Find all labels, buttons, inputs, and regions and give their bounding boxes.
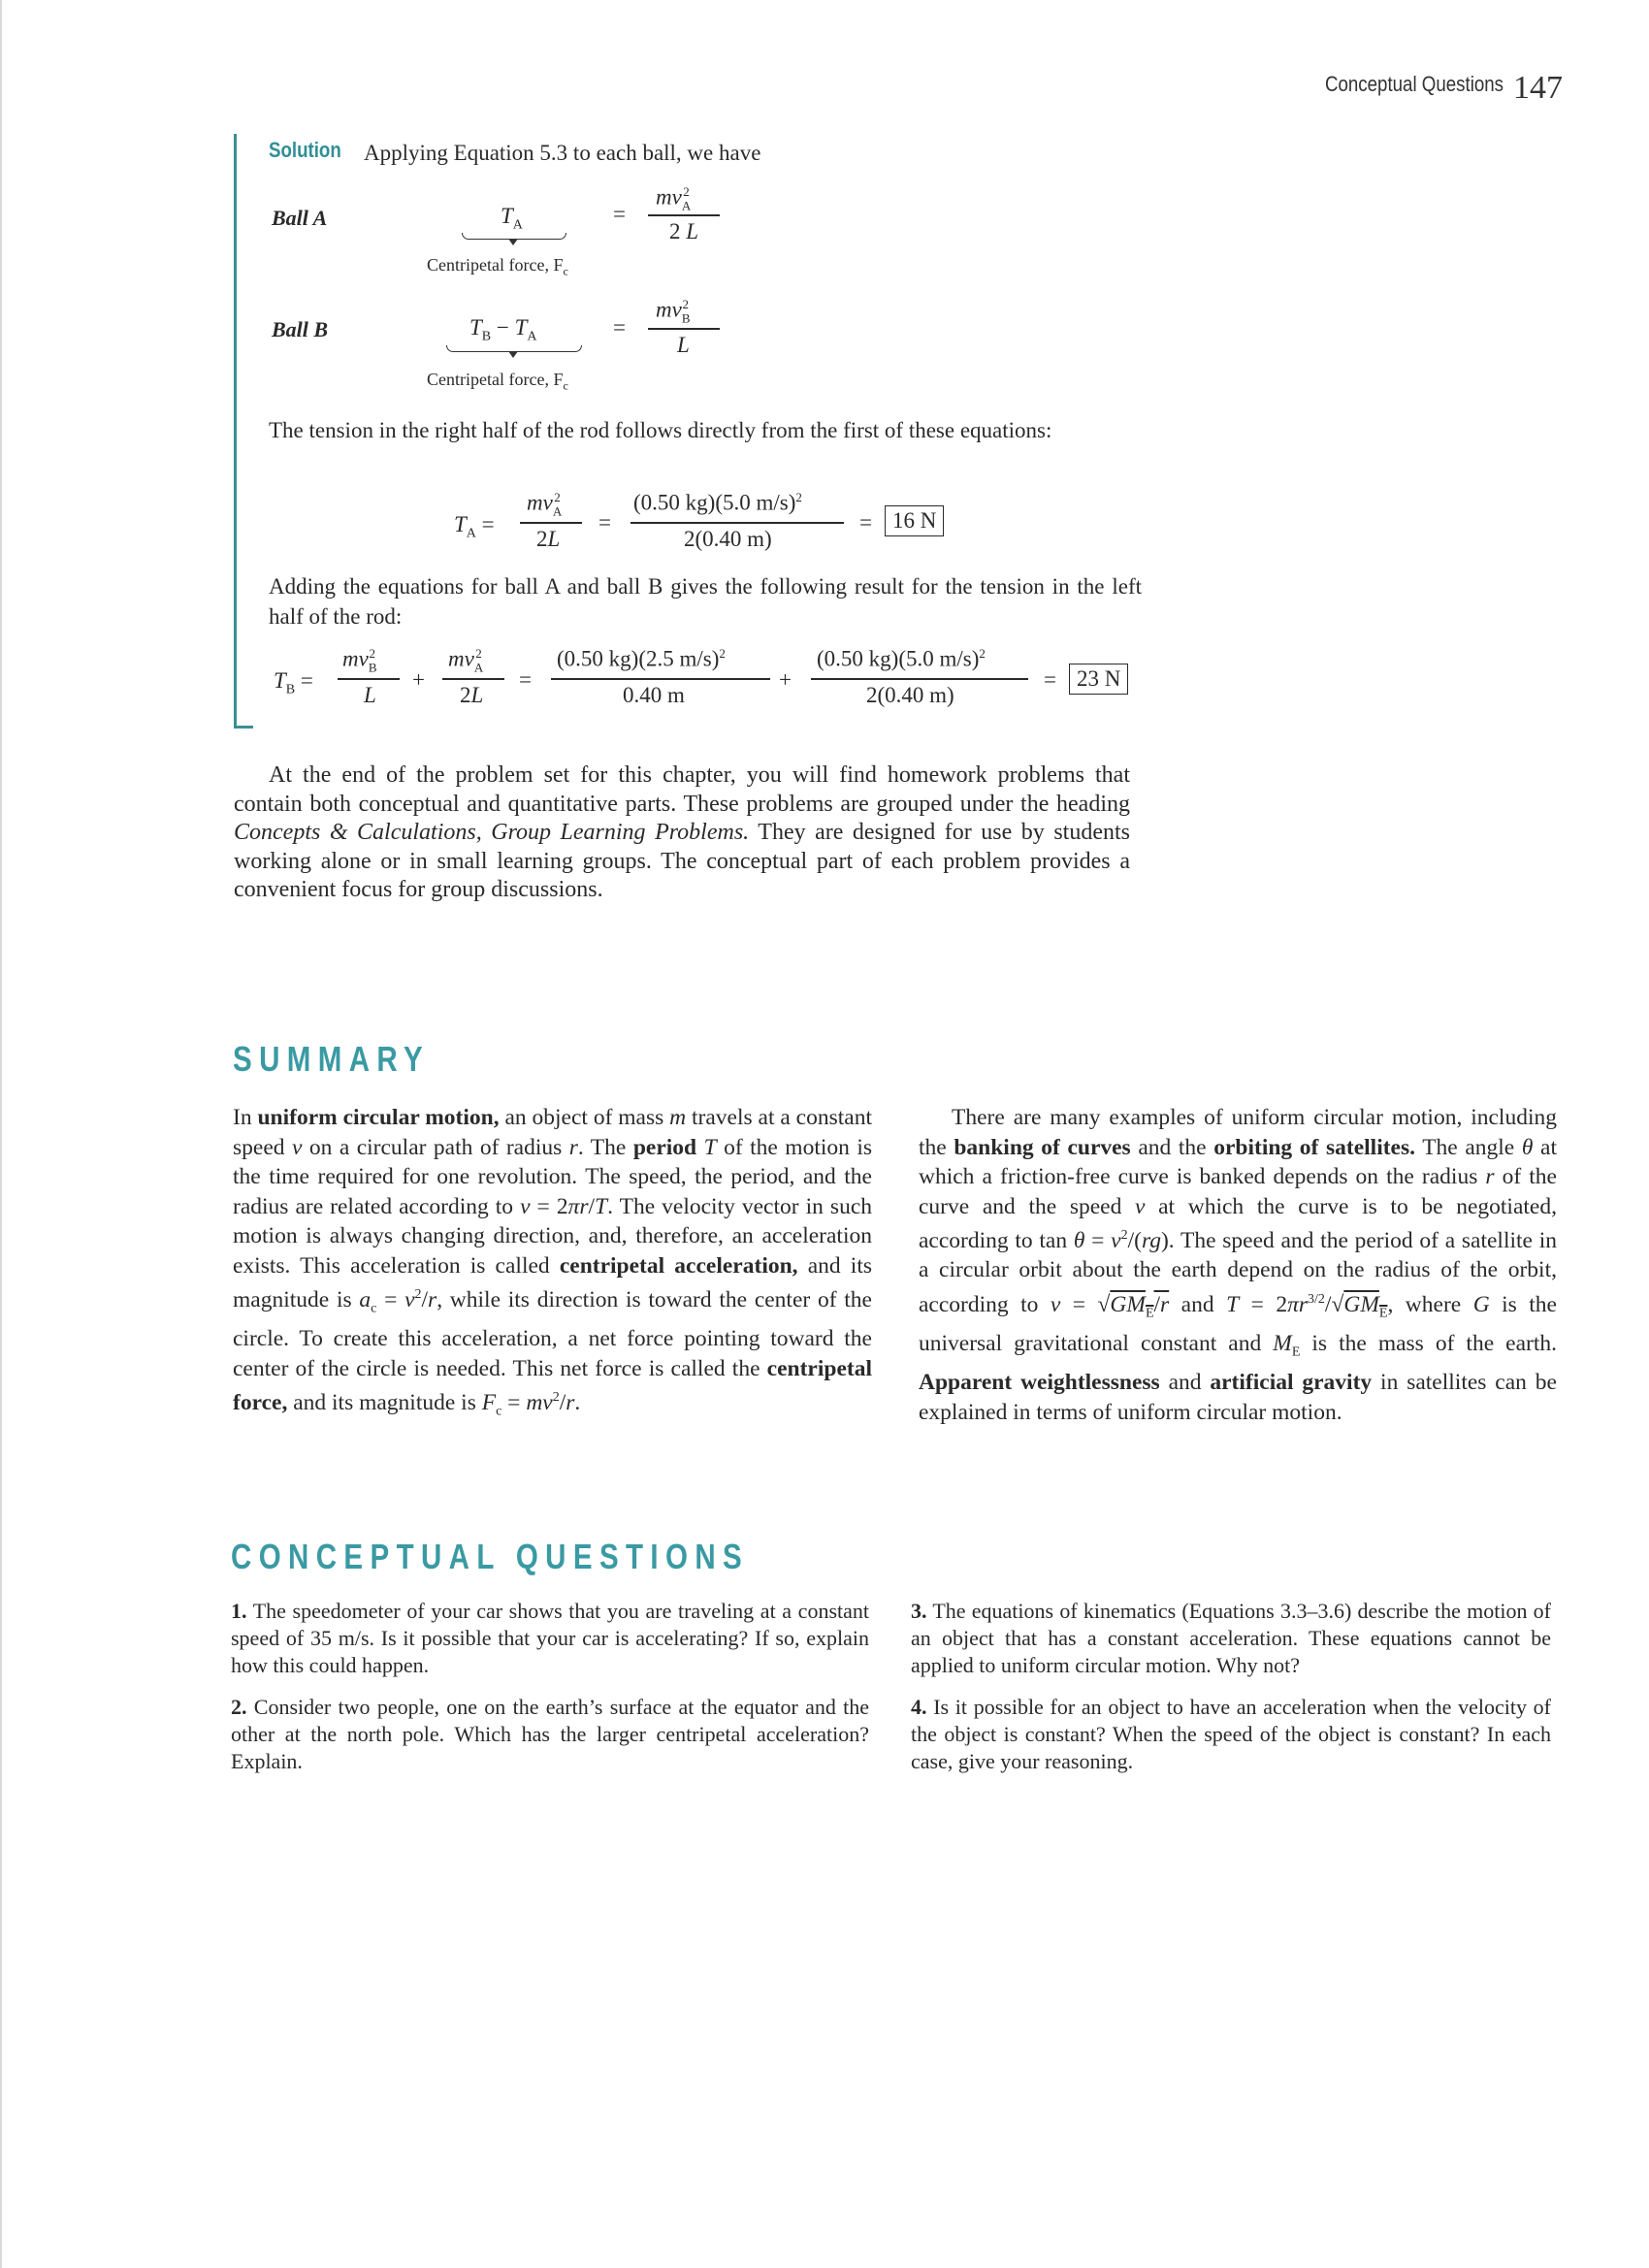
question-3: 3. The equations of kinematics (Equations 3.3–3.6) describe the motion of an object that has a constant acceleration. These equations cannot be applied to uniform circular motion. Why not? [911,1599,1552,1677]
tb-result: 23 N [1069,664,1128,695]
ball-a-lhs: $T_A$ [501,204,523,233]
solution-intro: Applying Equation 5.3 to each ball, we have [364,141,761,165]
adding-text: Adding the equations for ball A and ball B gives the following result for the tension in the left half of the rod: [269,574,1142,629]
ta-numer2: (0.50 kg)(5.0 m/s)$^2$ [633,490,802,515]
ta-fracline1 [520,522,582,524]
tb-equals3: = [1044,667,1056,692]
tension-text: The tension in the right half of the rod follows directly from the first of these equations: [269,418,1052,442]
ball-b-fracline [648,328,720,330]
question-1: 1. The speedometer of your car shows that you are traveling at a constant speed of 35 m/s. Is it possible that your car is accelerating? If so, explain how this could happen. [231,1599,869,1677]
conceptual-questions-heading: CONCEPTUAL QUESTIONS [231,1537,750,1576]
page-number: 147 [1513,70,1563,106]
brace-a-tip [508,239,518,245]
ball-b-caption: Centripetal force, $F_c$ [427,370,568,393]
summary-heading: SUMMARY [233,1039,431,1079]
ball-b-lhs: $T_B - T_A$ [469,315,537,344]
tb-fracline3 [551,678,770,680]
summary-left-column: In uniform circular motion, an object of mass m travels at a constant speed v on a circular path of radius r. The period T of the motion is the time required for one revolution. The speed, the period, and the radius are related according to v = 2πr/T. The velocity vector in such motion is always changing direction, and, therefore, an acceleration exists. This acceleration is called centripetal acceleration, and its magnitude is $a_c = v^2/r$, while its direction is toward the center of the circle. To create this acceleration, a net force pointing toward the center of the circle is needed. This net force is called the centripetal force, and its magnitude is $F_c = mv^2/r$. [233,1105,873,1419]
tb-fracline2 [442,678,504,680]
ta-lhs: $T_A$ = [454,512,495,541]
question-4: 4. Is it possible for an object to have an acceleration when the velocity of the object is constant? When the speed of the object is constant? In each case, give your reasoning. [911,1695,1552,1773]
solution-label: Solution [269,138,341,162]
summary-right-column: There are many examples of uniform circular motion, including the banking of curves and the orbiting of satellites. The angle θ at which a friction-free curve is banked depends on the radius r of the curve and the speed v at which the curve is to be negotiated, according to $\tan \theta = v^2/(rg)$. The speed and the period of a satellite in a circular orbit about the earth depend on the radius of the orbit, according to $v = √GM_E/r$ and $T = 2\pi r^{3/2}/√GM_E$, where G is the universal gravitational constant and $M_E$ is the mass of the earth. Apparent weightlessness and artificial gravity in satellites can be explained in terms of uniform circular motion. [919,1105,1557,1425]
solution-bar [234,134,237,728]
ball-a-label: Ball A [272,206,328,230]
tb-fracline1 [338,678,400,680]
scan-edge [0,0,2,2268]
ball-a-numer: $mv_A^2$ [656,184,692,213]
ta-numer1: $mv_A^2$ [527,490,563,519]
ball-b-label: Ball B [272,317,329,341]
ball-a-fracline [648,214,720,216]
ball-b-equals: = [613,315,626,340]
running-header: Conceptual Questions [1325,72,1504,96]
tb-plus2: + [779,667,792,692]
intro-paragraph: At the end of the problem set for this chapter, you will find homework problems that contain both conceptual and quantitative parts. These problems are grouped under the heading Concepts & Calculations, Group Learning Problems. They are designed for use by students working alone or in small learning groups. The conceptual part of each problem provides a convenient focus for group discussions. [234,762,1130,903]
ball-a-caption: Centripetal force, $F_c$ [427,255,568,278]
ta-denom2: 2(0.40 m) [684,527,772,551]
ball-b-numer: $mv_B^2$ [656,297,691,326]
tb-numer4: (0.50 kg)(5.0 m/s)$^2$ [817,646,986,671]
tb-numer2: $mv_A^2$ [448,646,484,675]
ta-denom1: 2L [536,527,561,551]
solution-bar-foot [234,726,253,729]
tb-equals2: = [519,667,532,692]
tb-numer1: $mv_B^2$ [342,646,377,675]
tb-denom3: 0.40 m [623,683,685,707]
tb-fracline4 [811,678,1028,680]
ball-a-equals: = [613,202,626,226]
ta-equals3: = [859,510,872,535]
ta-result: 16 N [885,505,944,536]
ball-a-denom: 2 L [669,219,699,243]
brace-b-tip [508,351,518,358]
ta-fracline2 [630,522,844,524]
tb-numer3: (0.50 kg)(2.5 m/s)$^2$ [557,646,726,671]
tb-plus1: + [412,667,425,692]
tb-denom2: 2L [460,683,484,707]
tb-denom1: L [364,683,376,707]
ball-b-denom: L [677,333,690,357]
question-2: 2. Consider two people, one on the earth’s surface at the equator and the other at the north pole. Which has the larger centripetal acceleration? Explain. [231,1695,870,1773]
tb-lhs: $T_B$ = [274,668,313,697]
tb-denom4: 2(0.40 m) [866,683,954,707]
ta-equals2: = [598,510,611,535]
